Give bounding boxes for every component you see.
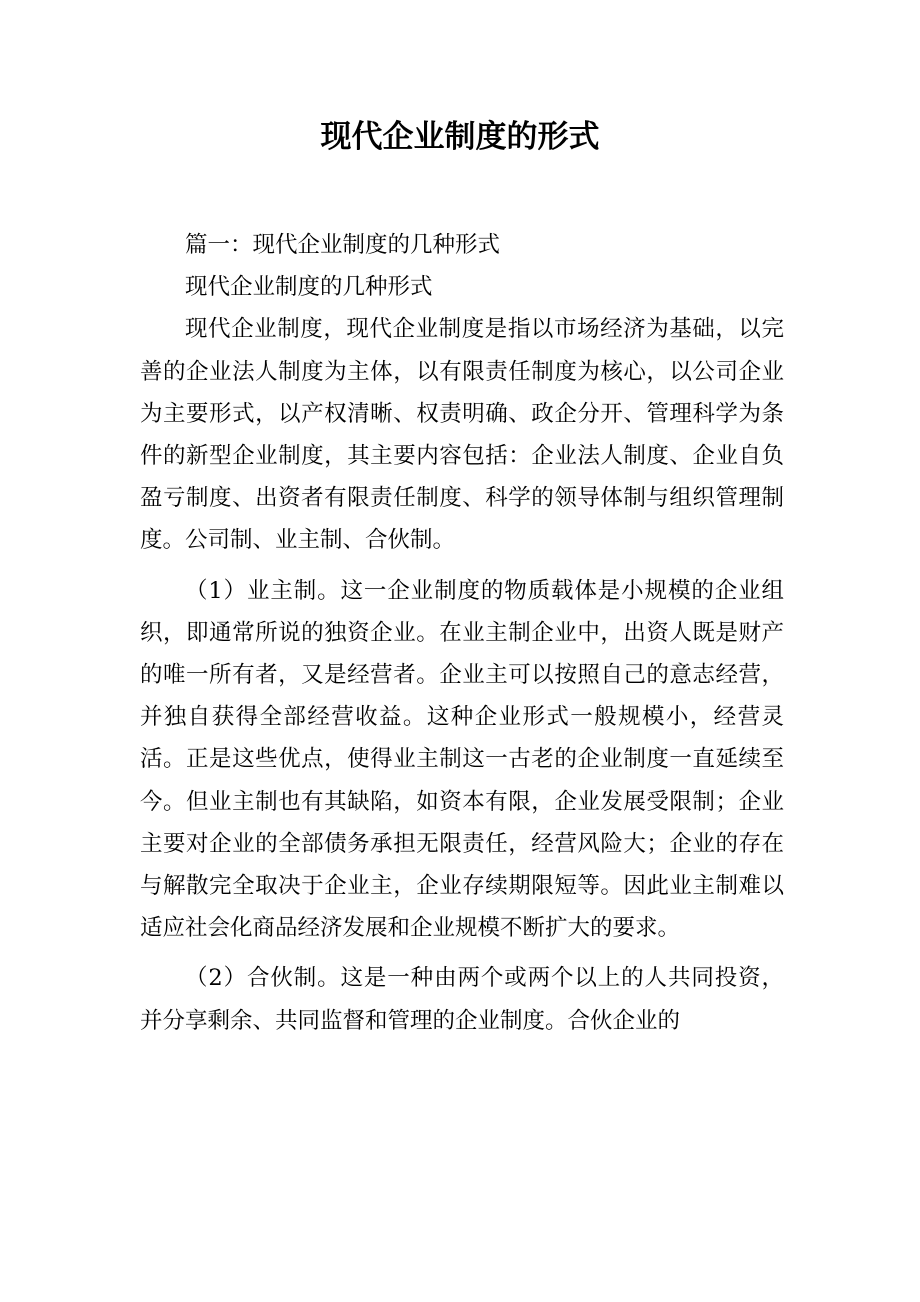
document-title: 现代企业制度的形式 bbox=[320, 119, 600, 155]
paragraph-intro: 现代企业制度，现代企业制度是指以市场经济为基础，以完善的企业法人制度为主体，以有限责任制度为核心，以公司企业为主要形式，以产权清晰、权责明确、政企分开、管理科学为条件的新型企业制度，其主要内容包括：企业法人制度、企业自负盈亏制度、出资者有限责任制度、科学的领导体制与组织管理制度。公司制、业主制、合伙制。 bbox=[140, 316, 784, 554]
paragraph-partnership: （2）合伙制。这是一种由两个或两个以上的人共同投资，并分享剩余、共同监督和管理的企业制度。合伙企业的 bbox=[140, 965, 784, 1034]
document-body bbox=[140, 224, 784, 1042]
paragraph-sole-proprietorship: （1）业主制。这一企业制度的物质载体是小规模的企业组织，即通常所说的独资企业。在业主制企业中，出资人既是财产的唯一所有者，又是经营者。企业主可以按照自己的意志经营，并独自获得全部经营收益。这种企业形式一般规模小，经营灵活。正是这些优点，使得业主制这一古老的企业制度一直延续至今。但业主制也有其缺陷，如资本有限，企业发展受限制；企业主要对企业的全部债务承担无限责任，经营风险大；企业的存在与解散完全取决于企业主，企业存续期限短等。因此业主制难以适应社会化商品经济发展和企业规模不断扩大的要求。 bbox=[140, 577, 784, 942]
section-heading: 篇一：现代企业制度的几种形式 bbox=[185, 232, 501, 258]
subheading: 现代企业制度的几种形式 bbox=[185, 274, 433, 301]
